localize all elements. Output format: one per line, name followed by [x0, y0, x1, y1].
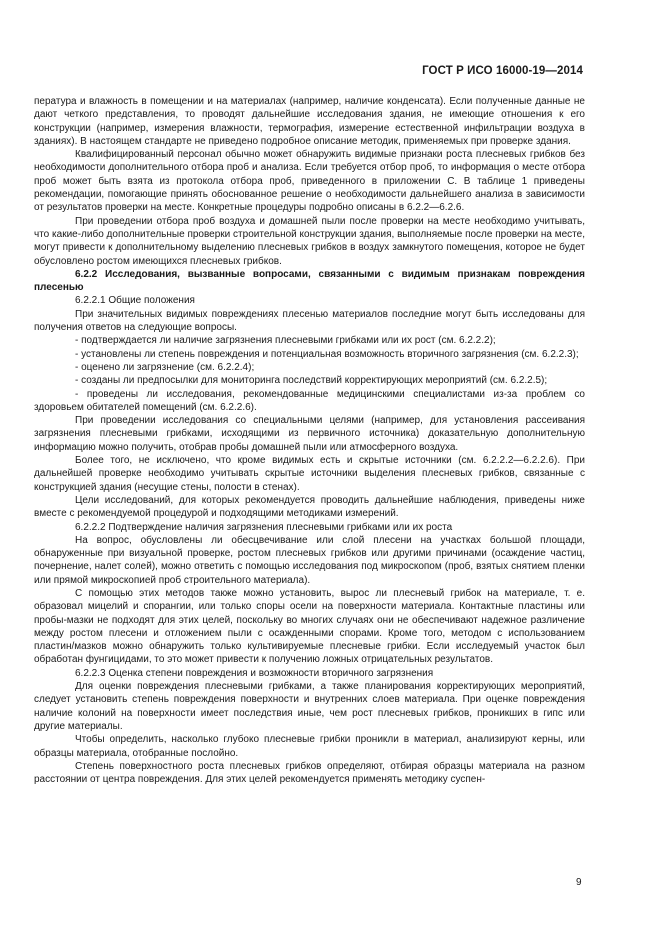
- list-item: - созданы ли предпосылки для мониторинга последствий корректирующих мероприятий (см. 6.2.2.5);: [75, 375, 548, 387]
- section-heading: 6.2.2 Исследования, вызванные вопросами, связанными с видимым признакам повреждения плесенью: [34, 268, 585, 294]
- page-body: [34, 95, 585, 786]
- subsection-heading: 6.2.2.1 Общие положения: [75, 295, 195, 307]
- page-number: 9: [576, 877, 582, 888]
- paragraph: Более того, не исключено, что кроме видимых есть и скрытые источники (см. 6.2.2.2—6.2.2.6). При дальнейшей проверке необходимо учитывать скрытые источники выделения плесневых грибков, связанные с конструкцией здания (несущие стены, полости в стенах).: [34, 455, 585, 493]
- page-header: ГОСТ Р ИСО 16000-19—2014: [422, 65, 583, 77]
- paragraph: На вопрос, обусловлены ли обесцвечивание или слой плесени на участках большой площади, обнаруженные при визуальной проверке, ростом плесневых грибков или другими причинами (осаждение частиц, почернение, налет солей), можно ответить с помощью исследования под микроскопом (проб, взятых снятием пленки или прямой микроскопией проб строительного материала).: [34, 534, 585, 586]
- list-item: - проведены ли исследования, рекомендованные медицинскими специалистами из-за проблем со здоровьем обитателей помещений (см. 6.2.2.6).: [34, 388, 585, 413]
- subsection-heading: 6.2.2.2 Подтверждение наличия загрязнения плесневыми грибками или их роста: [75, 521, 453, 533]
- paragraph: При проведении исследования со специальными целями (например, для установления рассеивания загрязнения плесневыми грибками, исходящими из первичного источника) доказательную дополнительную информацию можно получить, отобрав пробы домашней пыли или атмосферного воздуха.: [34, 415, 585, 453]
- list-item: - установлены ли степень повреждения и потенциальная возможность вторичного загрязнения (см. 6.2.2.3);: [75, 348, 579, 360]
- paragraph: Для оценки повреждения плесневыми грибками, а также планирования корректирующих мероприятий, следует установить степень повреждения поверхности и внутренних слоев материала. При оценке повреждения наличие колоний на поверхности имеет последствия иные, чем рост плесневых грибков, проникших в гипс или другие материалы.: [34, 681, 585, 732]
- paragraph: Чтобы определить, насколько глубоко плесневые грибки проникли в материал, анализируют керны, или образцы материала, отобранные послойно.: [34, 734, 585, 759]
- list-item: - подтверждается ли наличие загрязнения плесневыми грибками или их рост (см. 6.2.2.2);: [75, 335, 496, 347]
- list-item: - оценено ли загрязнение (см. 6.2.2.4);: [75, 361, 255, 373]
- paragraph: При значительных видимых повреждениях плесенью материалов последние могут быть исследованы для получения ответов на следующие вопросы.: [34, 308, 585, 334]
- paragraph: При проведении отбора проб воздуха и домашней пыли после проверки на месте необходимо учитывать, что какие-либо дополнительные проверки строительной конструкции здания, выполняемые после проверки на месте, могут привести к дополнительному выделению плесневых грибков в воздух замкнутого помещения, которое не будет обусловлено ростом имеющихся плесневых грибков.: [34, 215, 585, 267]
- paragraph: пература и влажность в помещении и на материалах (например, наличие конденсата). Если полученные данные не дают четкого представления, то проводят дальнейшие исследования здания, не имеющие отношения к его конструкции (например, измерения влажности, термография, измерение естественной инфильтрации воздуха в зданиях). В настоящем стандарте не приведено подробное описание методик, применяемых при проверке здания.: [34, 96, 585, 147]
- paragraph: С помощью этих методов также можно установить, вырос ли плесневый грибок на материале, т. е. образовал мицелий и спорангии, или только споры осели на поверхности материала. Контактные пластины или пробы-мазки не подходят для этих целей, поскольку во многих случаях они не обеспечивают надежное различение между ростом плесени и отложением пыли с осажденными спорами. Кроме того, методом с использованием пластин/мазков можно обнаружить только культивируемые плесневые грибки. Если исследуемый участок был обработан фунгицидами, то это может привести к получению ложных отрицательных результатов.: [34, 587, 585, 666]
- paragraph: Степень поверхностного роста плесневых грибков определяют, отбирая образцы материала на разном расстоянии от центра повреждения. Для этих целей рекомендуется применять методику суспен-: [34, 760, 585, 786]
- subsection-heading: 6.2.2.3 Оценка степени повреждения и возможности вторичного загрязнения: [75, 667, 434, 679]
- paragraph: Цели исследований, для которых рекомендуется проводить дальнейшие наблюдения, приведены ниже вместе с рекомендуемой процедурой и подходящими методиками измерений.: [34, 494, 585, 520]
- paragraph: Квалифицированный персонал обычно может обнаружить видимые признаки роста плесневых грибков без необходимости дополнительного отбора проб и анализа. Если требуется отбор проб, то информация о месте отбора проб может быть взята из протокола отбора проб, приведенного в приложении С. В таблице 1 приведены рекомендации, помогающие принять обоснованное решение о необходимости дальнейшего анализа в зависимости от результатов проверки на месте. Конкретные процедуры подробно описаны в 6.2.2—6.2.6.: [34, 149, 585, 214]
